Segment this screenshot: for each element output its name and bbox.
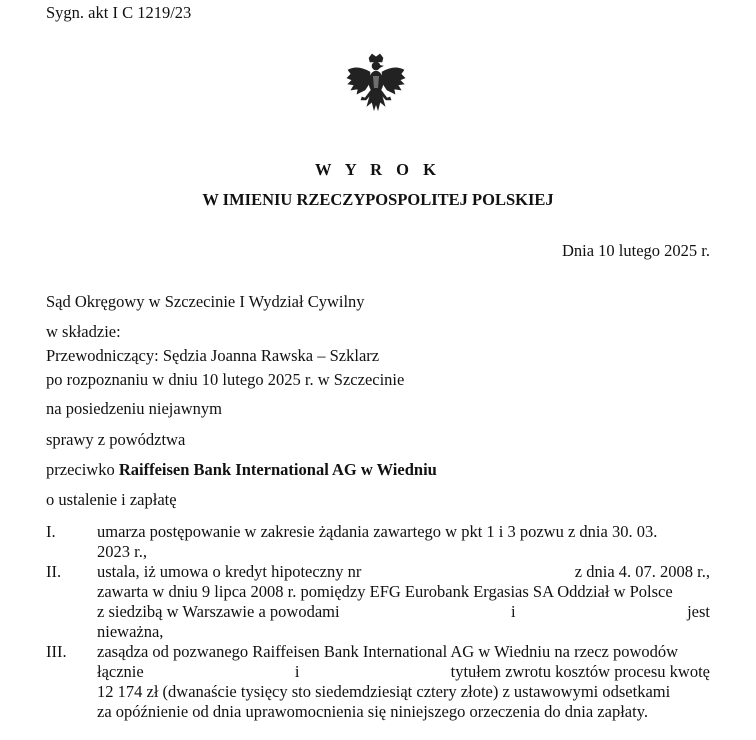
session-type: na posiedzeniu niejawnym bbox=[46, 399, 222, 418]
against-prefix: przeciwko bbox=[46, 460, 119, 479]
case-number: Sygn. akt I C 1219/23 bbox=[46, 3, 192, 22]
item-text-line: za opóźnienie od dnia uprawomocnienia się niniejszego orzeczenia do dnia zapłaty. bbox=[97, 702, 648, 721]
item-text-line: zasądza od pozwanego Raiffeisen Bank International AG w Wiedniu na rzecz powodów bbox=[97, 642, 679, 661]
case-type: sprawy z powództwa bbox=[46, 430, 186, 449]
item-text-line bbox=[97, 562, 710, 582]
polish-eagle-emblem-icon bbox=[345, 52, 407, 118]
item-text-line bbox=[97, 522, 710, 542]
item-text-line bbox=[97, 662, 710, 682]
item-text: z siedzibą w Warszawie a powodami bbox=[97, 602, 340, 621]
court-name: Sąd Okręgowy w Szczecinie I Wydział Cywilny bbox=[46, 292, 365, 311]
document-subtitle: W IMIENIU RZECZYPOSPOLITEJ POLSKIEJ bbox=[202, 190, 554, 209]
item-text: umarza postępowanie w zakresie żądania zawartego w pkt 1 i 3 pozwu z dnia 30. 03. bbox=[97, 522, 658, 541]
item-number: III. bbox=[46, 642, 67, 661]
item-text-line: zawarta w dniu 9 lipca 2008 r. pomiędzy EFG Eurobank Ergasias SA Oddział w Polsce bbox=[97, 582, 673, 601]
defendant-name: Raiffeisen Bank International AG w Wiedniu bbox=[118, 460, 437, 479]
item-text-line bbox=[97, 602, 710, 622]
hearing-info: po rozpoznaniu w dniu 10 lutego 2025 r. w Szczecinie bbox=[46, 370, 405, 389]
item-text-line: 2023 r., bbox=[97, 542, 147, 561]
case-subject: o ustalenie i zapłatę bbox=[46, 490, 177, 509]
judgment-date: Dnia 10 lutego 2025 r. bbox=[561, 241, 710, 260]
item-text: tytułem zwrotu kosztów procesu kwotę bbox=[450, 662, 710, 681]
item-text-line: 12 174 zł (dwanaście tysięcy sto siedemdziesiąt cztery złote) z ustawowymi odsetkami bbox=[97, 682, 671, 701]
presiding-judge: Przewodniczący: Sędzia Joanna Rawska – Szklarz bbox=[46, 346, 380, 365]
item-text: łącznie bbox=[97, 662, 144, 681]
item-text: i bbox=[294, 662, 300, 681]
defendant-line bbox=[46, 460, 437, 480]
item-text: jest bbox=[687, 602, 710, 621]
item-text: i bbox=[511, 602, 516, 621]
composition-label: w składzie: bbox=[46, 322, 121, 341]
item-text: ustala, iż umowa o kredyt hipoteczny nr bbox=[97, 562, 362, 581]
item-number: II. bbox=[46, 562, 62, 581]
item-number: I. bbox=[46, 522, 56, 541]
item-text-line: nieważna, bbox=[97, 622, 164, 641]
item-text: z dnia 4. 07. 2008 r., bbox=[574, 562, 710, 581]
document-title: W Y R O K bbox=[315, 160, 441, 179]
